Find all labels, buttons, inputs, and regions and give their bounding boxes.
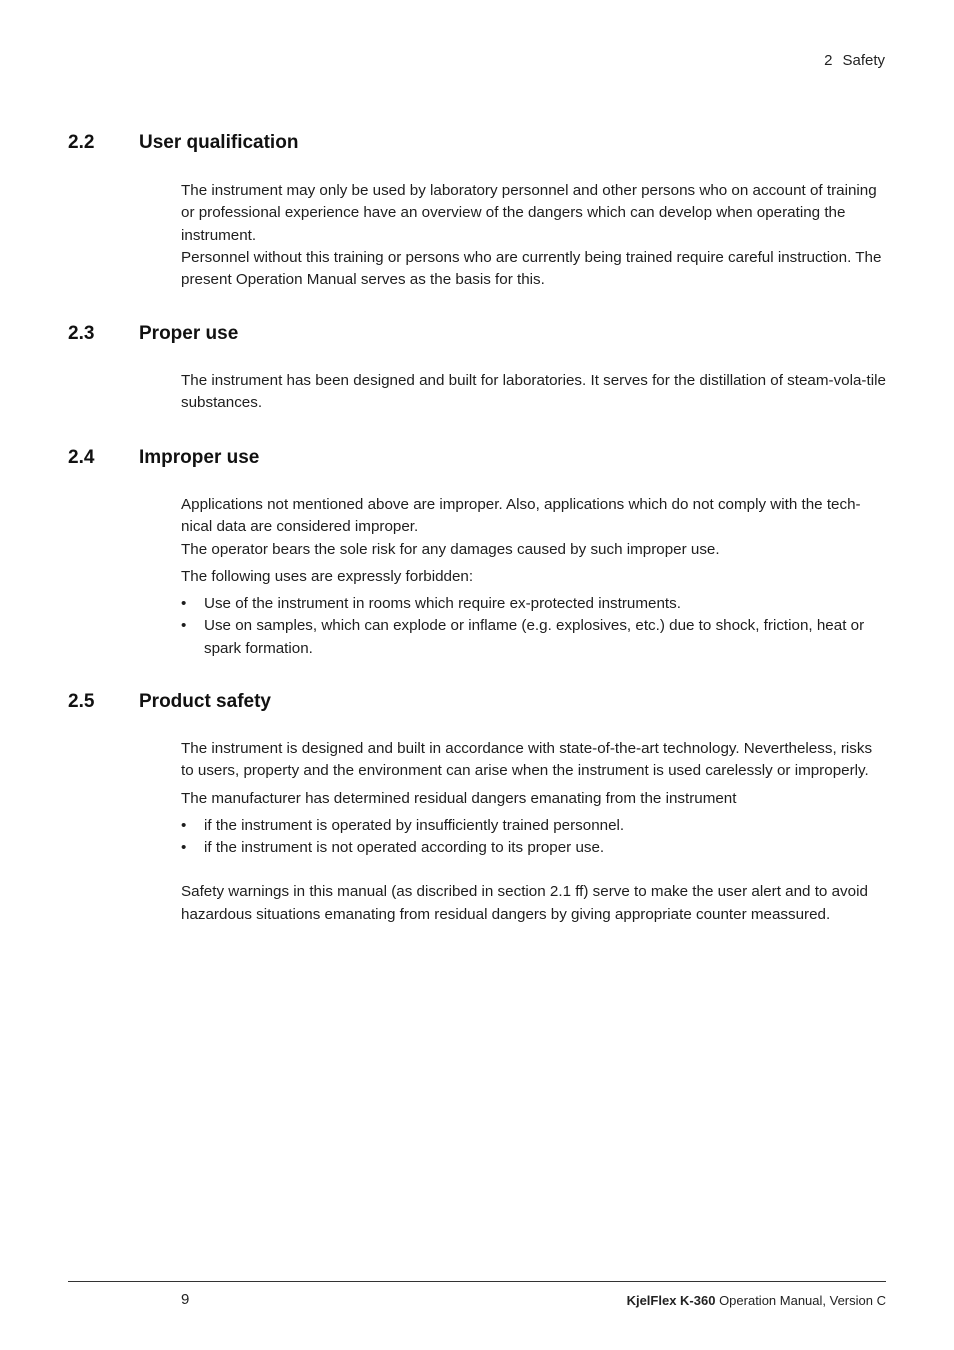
section-number: 2.2 <box>68 132 95 153</box>
page-number: 9 <box>181 1291 190 1308</box>
paragraph: The following uses are expressly forbidden: <box>181 567 474 585</box>
section-body-2-4 <box>181 494 887 660</box>
paragraph: Applications not mentioned above are improper. Also, applications which do not comply with the tech-nical data are considered improper. <box>181 496 861 536</box>
list-item-text: if the instrument is not operated according to its proper use. <box>204 839 605 857</box>
chapter-number: 2 <box>824 52 833 69</box>
bullet-glyph: • <box>181 839 187 857</box>
section-body-2-3 <box>181 370 887 415</box>
bullet-glyph: • <box>181 816 187 834</box>
list-item-text: if the instrument is operated by insufficiently trained personnel. <box>204 816 625 834</box>
section-heading-2-4 <box>68 447 259 469</box>
paragraph: Personnel without this training or persons who are currently being trained require careful instruction. The present Operation Manual serves as the basis for this. <box>181 248 882 289</box>
section-title: Product safety <box>139 691 271 712</box>
section-body-2-2 <box>181 180 887 291</box>
manual-version: Operation Manual, Version C <box>715 1293 886 1308</box>
section-number: 2.4 <box>68 447 95 468</box>
list-item-text: Use on samples, which can explode or inflame (e.g. explosives, etc.) due to shock, friction, heat or spark formation. <box>204 617 865 657</box>
bullet-glyph: • <box>181 617 187 635</box>
footer-rule <box>68 1281 886 1282</box>
section-title: User qualification <box>139 132 299 153</box>
product-name: KjelFlex K-360 <box>626 1293 716 1308</box>
paragraph: The instrument may only be used by laboratory personnel and other persons who on account of training or professional experience have an overview of the dangers which can develop when operating the instrument. <box>181 182 877 244</box>
footer-document-title <box>627 1293 886 1308</box>
list-item-text: Use of the instrument in rooms which require ex-protected instruments. <box>204 595 681 613</box>
paragraph: The instrument is designed and built in accordance with state-of-the-art technology. Nevertheless, risks to users, property and the environment can arise when the instrument is used carelessly or improperly. <box>181 740 873 780</box>
bullet-list <box>181 593 887 660</box>
running-header <box>824 52 885 69</box>
list-item <box>181 593 887 615</box>
list-item <box>181 615 887 660</box>
paragraph: The manufacturer has determined residual dangers emanating from the instrument <box>181 789 737 807</box>
chapter-title: Safety <box>842 52 885 69</box>
list-item <box>181 837 887 859</box>
bullet-list <box>181 815 887 860</box>
section-heading-2-2 <box>68 132 298 154</box>
section-number: 2.5 <box>68 691 95 712</box>
section-heading-2-5 <box>68 691 271 713</box>
paragraph: The operator bears the sole risk for any damages caused by such improper use. <box>181 540 720 558</box>
section-body-2-5 <box>181 738 887 926</box>
paragraph: Safety warnings in this manual (as discribed in section 2.1 ff) serve to make the user alert and to avoid hazardous situations emanating from residual dangers by giving appropriate counter meassured. <box>181 883 868 923</box>
list-item <box>181 815 887 837</box>
paragraph: The instrument has been designed and built for laboratories. It serves for the distillation of steam-vola-tile substances. <box>181 372 886 412</box>
section-heading-2-3 <box>68 323 238 345</box>
section-number: 2.3 <box>68 323 95 344</box>
bullet-glyph: • <box>181 595 187 613</box>
section-title: Proper use <box>139 323 239 344</box>
section-title: Improper use <box>139 447 260 468</box>
